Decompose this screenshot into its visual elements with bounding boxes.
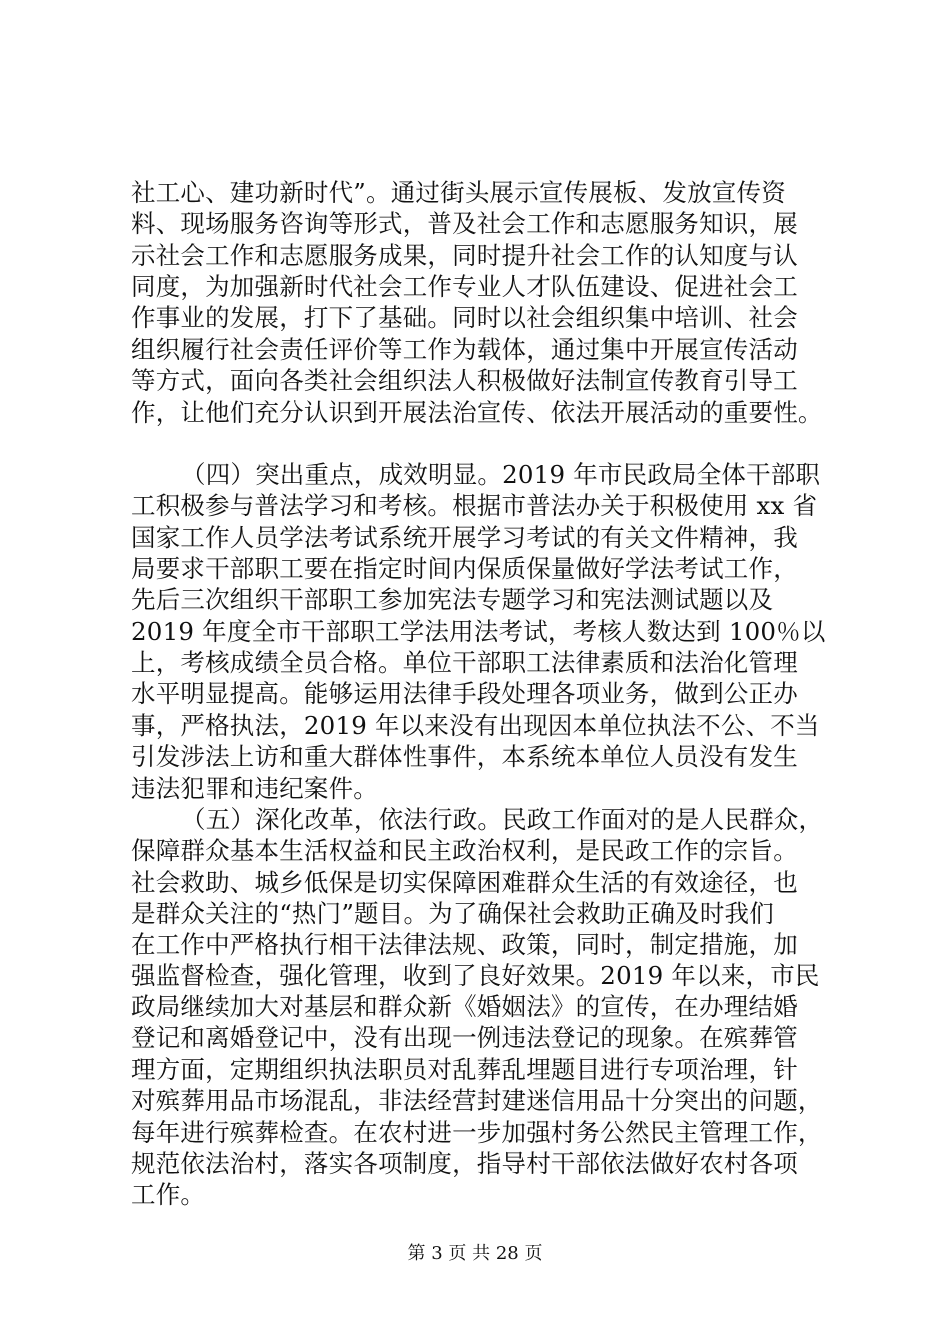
text-line: 作，让他们充分认识到开展法治宣传、依法开展活动的重要性。	[131, 398, 823, 427]
text-line: 社工心、建功新时代”。通过街头展示宣传展板、发放宣传资	[131, 178, 786, 207]
page-number-footer: 第 3 页 共 28 页	[407, 1243, 543, 1264]
text-line: 在工作中严格执行相干法律法规、政策，同时，制定措施，加	[131, 930, 798, 959]
text-line: 同度，为加强新时代社会工作专业人才队伍建设、促进社会工	[131, 272, 798, 301]
text-line: 工作。	[131, 1180, 206, 1209]
text-line: 上，考核成绩全员合格。单位干部职工法律素质和法治化管理	[131, 648, 798, 677]
section-4-heading-line: （四）突出重点，成效明显。2019 年市民政局全体干部职	[181, 460, 821, 489]
text-line: 登记和离婚登记中，没有出现一例违法登记的现象。在殡葬管	[131, 1023, 798, 1052]
text-line: 引发涉法上访和重大群体性事件，本系统本单位人员没有发生	[131, 742, 798, 771]
text-line: 强监督检查，强化管理，收到了良好效果。2019 年以来，市民	[131, 961, 820, 990]
text-line: 工积极参与普法学习和考核。根据市普法办关于积极使用 xx 省	[131, 491, 818, 520]
text-line: 作事业的发展，打下了基础。同时以社会组织集中培训、社会	[131, 303, 798, 332]
text-line: 是群众关注的“热门”题目。为了确保社会救助正确及时我们	[131, 899, 774, 928]
section-5-heading-line: （五）深化改革，依法行政。民政工作面对的是人民群众，	[181, 805, 824, 834]
text-line: 料、现场服务咨询等形式，普及社会工作和志愿服务知识，展	[131, 209, 798, 238]
text-line: 局要求干部职工要在指定时间内保质保量做好学法考试工作，	[131, 554, 798, 583]
text-line: 规范依法治村，落实各项制度，指导村干部依法做好农村各项	[131, 1149, 798, 1178]
text-line: 政局继续加大对基层和群众新《婚姻法》的宣传，在办理结婚	[131, 992, 798, 1021]
text-line: 先后三次组织干部职工参加宪法专题学习和宪法测试题以及	[131, 585, 774, 614]
text-line: 示社会工作和志愿服务成果，同时提升社会工作的认知度与认	[131, 241, 798, 270]
text-line: 违法犯罪和违纪案件。	[131, 774, 378, 803]
text-line: 国家工作人员学法考试系统开展学习考试的有关文件精神，我	[131, 523, 798, 552]
text-line: 组织履行社会责任评价等工作为载体，通过集中开展宣传活动	[131, 335, 798, 364]
text-line: 每年进行殡葬检查。在农村进一步加强村务公然民主管理工作，	[131, 1118, 823, 1147]
text-line: 社会救助、城乡低保是切实保障困难群众生活的有效途径，也	[131, 868, 798, 897]
text-line: 事，严格执法，2019 年以来没有出现因本单位执法不公、不当	[131, 711, 820, 740]
text-line: 2019 年度全市干部职工学法用法考试，考核人数达到 100％以	[131, 617, 826, 646]
text-line: 水平明显提高。能够运用法律手段处理各项业务，做到公正办	[131, 679, 798, 708]
text-line: 等方式，面向各类社会组织法人积极做好法制宣传教育引导工	[131, 366, 798, 395]
text-line: 对殡葬用品市场混乱，非法经营封建迷信用品十分突出的问题，	[131, 1086, 823, 1115]
text-line: 保障群众基本生活权益和民主政治权利，是民政工作的宗旨。	[131, 836, 798, 865]
text-line: 理方面，定期组织执法职员对乱葬乱埋题目进行专项治理，针	[131, 1055, 798, 1084]
